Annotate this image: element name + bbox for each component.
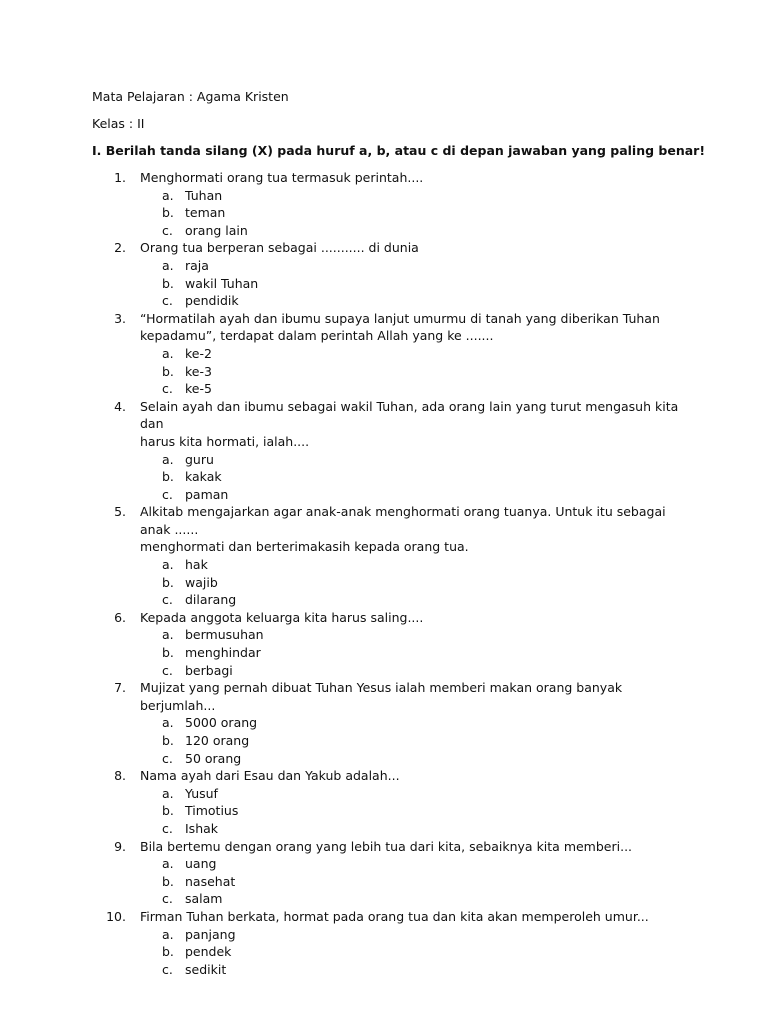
option-letter: b. xyxy=(162,469,174,485)
option-list xyxy=(0,626,768,679)
option-item xyxy=(0,486,768,504)
option-text: Tuhan xyxy=(185,187,223,203)
option-item xyxy=(0,345,768,363)
option-letter: a. xyxy=(162,557,174,573)
question-text: Menghormati orang tua termasuk perintah.... xyxy=(140,170,424,185)
option-text: nasehat xyxy=(185,873,236,889)
class-line: Kelas : II xyxy=(92,116,145,131)
option-letter: b. xyxy=(162,275,174,291)
option-list xyxy=(0,451,768,504)
option-item xyxy=(0,750,768,768)
option-letter: c. xyxy=(162,486,173,502)
option-letter: b. xyxy=(162,944,174,960)
option-text: teman xyxy=(185,205,226,221)
option-text: guru xyxy=(185,451,214,467)
option-text: 50 orang xyxy=(185,750,242,766)
option-item xyxy=(0,943,768,961)
question-item xyxy=(0,239,768,309)
question-item xyxy=(0,767,768,837)
question-number: 7. xyxy=(114,680,126,696)
option-item xyxy=(0,802,768,820)
subject-line: Mata Pelajaran : Agama Kristen xyxy=(92,89,289,104)
option-list xyxy=(0,926,768,979)
option-text: panjang xyxy=(185,926,236,942)
option-letter: b. xyxy=(162,733,174,748)
option-list xyxy=(0,257,768,310)
option-text: 120 orang xyxy=(185,733,250,748)
option-list xyxy=(0,556,768,609)
option-letter: c. xyxy=(162,961,173,977)
option-letter: c. xyxy=(162,662,173,678)
question-number: 3. xyxy=(114,310,126,326)
option-item xyxy=(0,187,768,205)
question-number: 10. xyxy=(106,908,126,924)
option-item xyxy=(0,626,768,644)
question-text: Bila bertemu dengan orang yang lebih tua dari kita, sebaiknya kita memberi... xyxy=(140,838,633,854)
question-text: Orang tua berperan sebagai ........... di dunia xyxy=(140,240,419,256)
option-letter: b. xyxy=(162,803,174,819)
option-letter: c. xyxy=(162,891,173,907)
option-text: menghindar xyxy=(185,645,261,661)
option-text: Ishak xyxy=(185,820,219,836)
option-text: Yusuf xyxy=(185,785,218,801)
question-item xyxy=(0,838,768,908)
option-text: kakak xyxy=(185,469,222,485)
option-text: hak xyxy=(185,557,208,573)
question-item xyxy=(0,609,768,679)
question-text: “Hormatilah ayah dan ibumu supaya lanjut umurmu di tanah yang diberikan Tuhan kepadamu”, terdapat dalam perintah Allah yang ke ....... xyxy=(140,310,660,344)
option-text: pendek xyxy=(185,944,232,960)
section-instruction: I. Berilah tanda silang (X) pada huruf a, b, atau c di depan jawaban yang paling benar! xyxy=(92,143,706,158)
question-number: 1. xyxy=(114,170,126,185)
option-item xyxy=(0,468,768,486)
option-text: ke-5 xyxy=(185,381,212,397)
option-item xyxy=(0,820,768,838)
question-text: Kepada anggota keluarga kita harus saling.... xyxy=(140,609,424,625)
question-number: 8. xyxy=(114,768,126,784)
option-item xyxy=(0,785,768,803)
option-item xyxy=(0,644,768,662)
question-text: Mujizat yang pernah dibuat Tuhan Yesus ialah memberi makan orang banyak berjumlah... xyxy=(140,680,623,713)
question-item xyxy=(0,503,768,609)
option-letter: c. xyxy=(162,293,173,309)
option-text: orang lain xyxy=(185,222,248,238)
option-text: bermusuhan xyxy=(185,627,264,643)
option-letter: a. xyxy=(162,187,174,203)
option-text: 5000 orang xyxy=(185,715,258,731)
question-item xyxy=(0,398,768,504)
option-letter: c. xyxy=(162,222,173,238)
option-item xyxy=(0,890,768,908)
question-number: 4. xyxy=(114,398,126,414)
option-item xyxy=(0,926,768,944)
question-item xyxy=(0,169,768,239)
option-list xyxy=(0,855,768,908)
option-item xyxy=(0,451,768,469)
question-number: 5. xyxy=(114,504,126,520)
option-letter: b. xyxy=(162,205,174,221)
option-text: salam xyxy=(185,891,223,907)
option-item xyxy=(0,556,768,574)
option-letter: c. xyxy=(162,820,173,836)
option-letter: b. xyxy=(162,873,174,889)
option-item xyxy=(0,732,768,750)
option-text: ke-2 xyxy=(185,345,212,361)
option-letter: b. xyxy=(162,574,174,590)
option-letter: b. xyxy=(162,645,174,661)
question-item xyxy=(0,908,768,978)
option-text: pendidik xyxy=(185,293,239,309)
option-letter: a. xyxy=(162,451,174,467)
option-item xyxy=(0,662,768,680)
option-list xyxy=(0,187,768,240)
option-list xyxy=(0,785,768,838)
option-item xyxy=(0,591,768,609)
option-item xyxy=(0,222,768,240)
option-letter: c. xyxy=(162,750,173,766)
option-item xyxy=(0,855,768,873)
option-text: sedikit xyxy=(185,961,227,977)
option-text: uang xyxy=(185,856,217,872)
option-item xyxy=(0,714,768,732)
option-item xyxy=(0,363,768,381)
option-item xyxy=(0,574,768,592)
option-list xyxy=(0,714,768,767)
option-item xyxy=(0,275,768,293)
question-text: Selain ayah dan ibumu sebagai wakil Tuhan, ada orang lain yang turut mengasuh kita dan harus kita hormati, ialah.... xyxy=(140,398,679,449)
option-text: wakil Tuhan xyxy=(185,275,259,291)
option-item xyxy=(0,961,768,979)
option-letter: a. xyxy=(162,715,174,731)
option-letter: c. xyxy=(162,592,173,608)
option-letter: b. xyxy=(162,363,174,379)
question-text: Firman Tuhan berkata, hormat pada orang tua dan kita akan memperoleh umur... xyxy=(140,908,649,924)
option-letter: a. xyxy=(162,627,174,643)
option-item xyxy=(0,257,768,275)
question-item xyxy=(0,679,768,767)
option-text: berbagi xyxy=(185,662,233,678)
option-letter: a. xyxy=(162,257,174,273)
option-text: paman xyxy=(185,486,229,502)
option-text: dilarang xyxy=(185,592,237,608)
option-list xyxy=(0,345,768,398)
option-letter: a. xyxy=(162,926,174,942)
option-text: raja xyxy=(185,257,209,273)
option-letter: a. xyxy=(162,785,174,801)
question-number: 9. xyxy=(114,838,126,854)
option-text: Timotius xyxy=(185,803,239,819)
option-letter: a. xyxy=(162,345,174,361)
option-item xyxy=(0,380,768,398)
option-letter: a. xyxy=(162,856,174,872)
question-text: Alkitab mengajarkan agar anak-anak menghormati orang tuanya. Untuk itu sebagai anak ...... menghormati dan berterimakasih kepada orang tua. xyxy=(140,504,666,555)
question-number: 6. xyxy=(114,609,126,625)
option-item xyxy=(0,873,768,891)
question-number: 2. xyxy=(114,240,126,256)
option-text: ke-3 xyxy=(185,363,212,379)
question-list xyxy=(0,169,768,978)
option-text: wajib xyxy=(185,574,218,590)
option-item xyxy=(0,204,768,222)
question-item xyxy=(0,310,768,398)
option-letter: c. xyxy=(162,381,173,397)
option-item xyxy=(0,292,768,310)
question-text: Nama ayah dari Esau dan Yakub adalah... xyxy=(140,768,400,784)
